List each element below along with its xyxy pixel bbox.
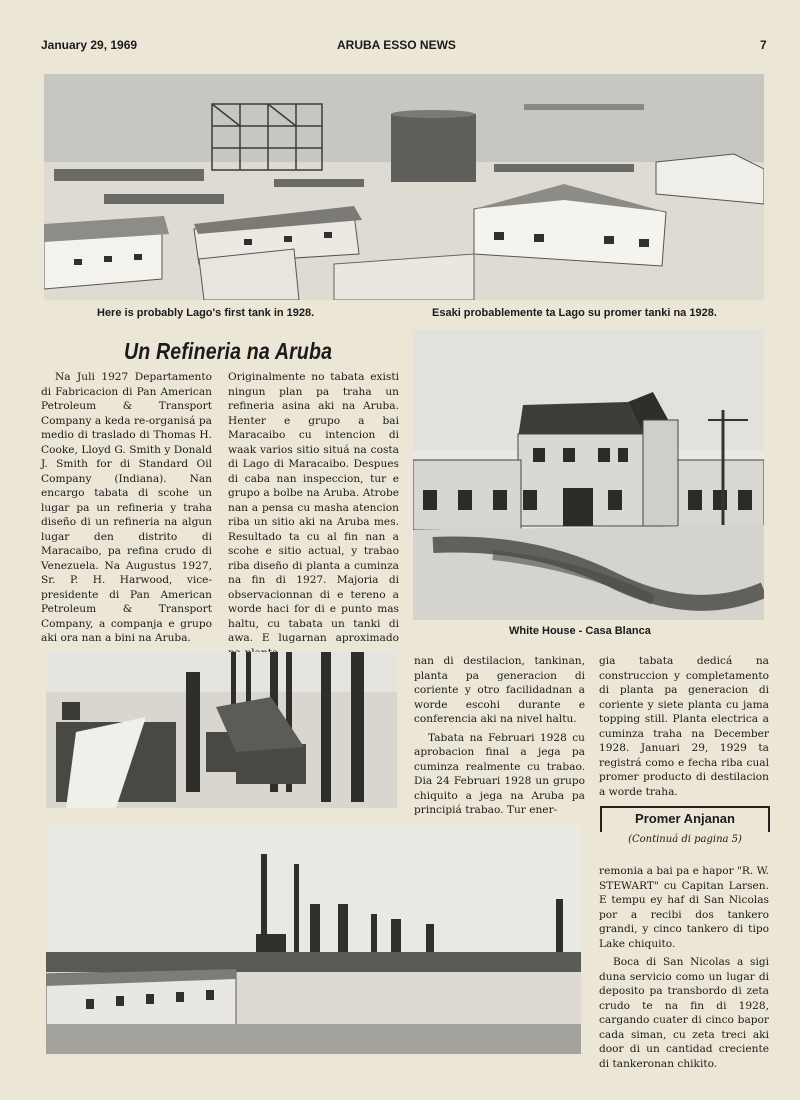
caption-white-house: White House - Casa Blanca: [509, 625, 651, 637]
sidebar-paragraph: remonia a bai pa e hapor "R. W. STEWART" cu Capitan Larsen. E tempu ey haf di San Nicolas por a recibi dos tankero grandi, y cinco tankero di tipo Lake chiquito.: [599, 865, 770, 950]
article-paragraph: Tabata na Februari 1928 cu aprobacion final a jega pa cuminza realmente cu trabao. Dia 24 Februari 1928 un grupo chiquito a jega na Aruba pa principiá trabao. Tur ener-: [414, 731, 585, 816]
article-column-3: [414, 654, 585, 822]
photo-first-tank: [44, 74, 764, 300]
article-paragraph: Originalmente no tabata existi ningun plan pa traha un refineria asina aki na Aruba. Henter e grupo a bai Maracaibo cu intencion di waak varios sitio situá na costa di Lago di Maracaibo. Despues di caba nan inspeccion, tur e grupo a bolbe na Aruba. Atrobe nan a pensa cu masha atencion riba un sitio aki na Aruba mes. Resultado ta cu al fin nan a scohe e sitio actual, y trabao riba diseño di planta a cuminza na fin di 1927. Majoria di observacionnan di e tereno a worde haci for di e punto mas haltu, cu tabata un tanki di awa. E lugarnan aproximado: [228, 371, 399, 644]
sidebar-heading: Promer Anjanan: [635, 811, 735, 826]
article-column-1: [41, 370, 212, 650]
continued-note: (Continuá di pagina 5): [628, 834, 742, 845]
page-number: 7: [760, 38, 767, 52]
sidebar-heading-box: [600, 806, 770, 832]
caption-first-tank-papiamento: Esaki probablemente ta Lago su promer tanki na 1928.: [432, 307, 717, 319]
issue-date: January 29, 1969: [41, 38, 138, 52]
photo-white-house: [413, 330, 764, 620]
photo-refinery-units: [46, 652, 397, 808]
caption-first-tank-english: Here is probably Lago's first tank in 1928.: [97, 307, 315, 319]
article-column-4: [599, 654, 769, 803]
sidebar-paragraph: Boca di San Nicolas a sigi duna servicio como un lugar di deposito pa transbordo di zeta crudo te na fin di 1928, cargando cuater di cinco bapor cada siman, cu zeta treci aki door di un cantidad creciente di tankeronan chikito.: [599, 956, 769, 1070]
sidebar-column: [599, 864, 769, 1075]
article-title: Un Refineria na Aruba: [124, 338, 333, 364]
photo-refinery-skyline: [46, 824, 581, 1054]
article-paragraph: Na Juli 1927 Departamento di Fabricacion di Pan American Petroleum & Transport Company a keda re-organisá pa medio di traslado di Thomas H. Cooke, Lloyd G. Smith y Donald J. Smith for di Standard Oil Company (Indiana). Nan encargo tabata di scohe un lugar pa un refineria y traha diseño di un refineria na algun lugar den distrito di Maracaibo, pa refina crudo di Venezuela. Na Augustus 1927, Sr. P. H. Harwood, vice-presidente di Pan American Petroleum & Transport Company, a companja e grupo aki ora nan a bini na Aruba.: [41, 371, 212, 644]
publication-name: ARUBA ESSO NEWS: [337, 38, 456, 52]
article-column-2: [228, 370, 399, 664]
article-paragraph: gia tabata dedicá na construccion y completamento di planta pa generacion di coriente y siete planta cu jama topping still. Planta electrica a cuminza traha na December 1928. Januari 29, 1929 ta registrá como e fecha riba cual promer producto di destilacion a worde traha.: [599, 655, 769, 798]
article-paragraph: nan di destilacion, tankinan, planta pa generacion di coriente y otro facilidadnan a worde escohi durante e conferencia aki na nivel haltu.: [414, 655, 585, 725]
